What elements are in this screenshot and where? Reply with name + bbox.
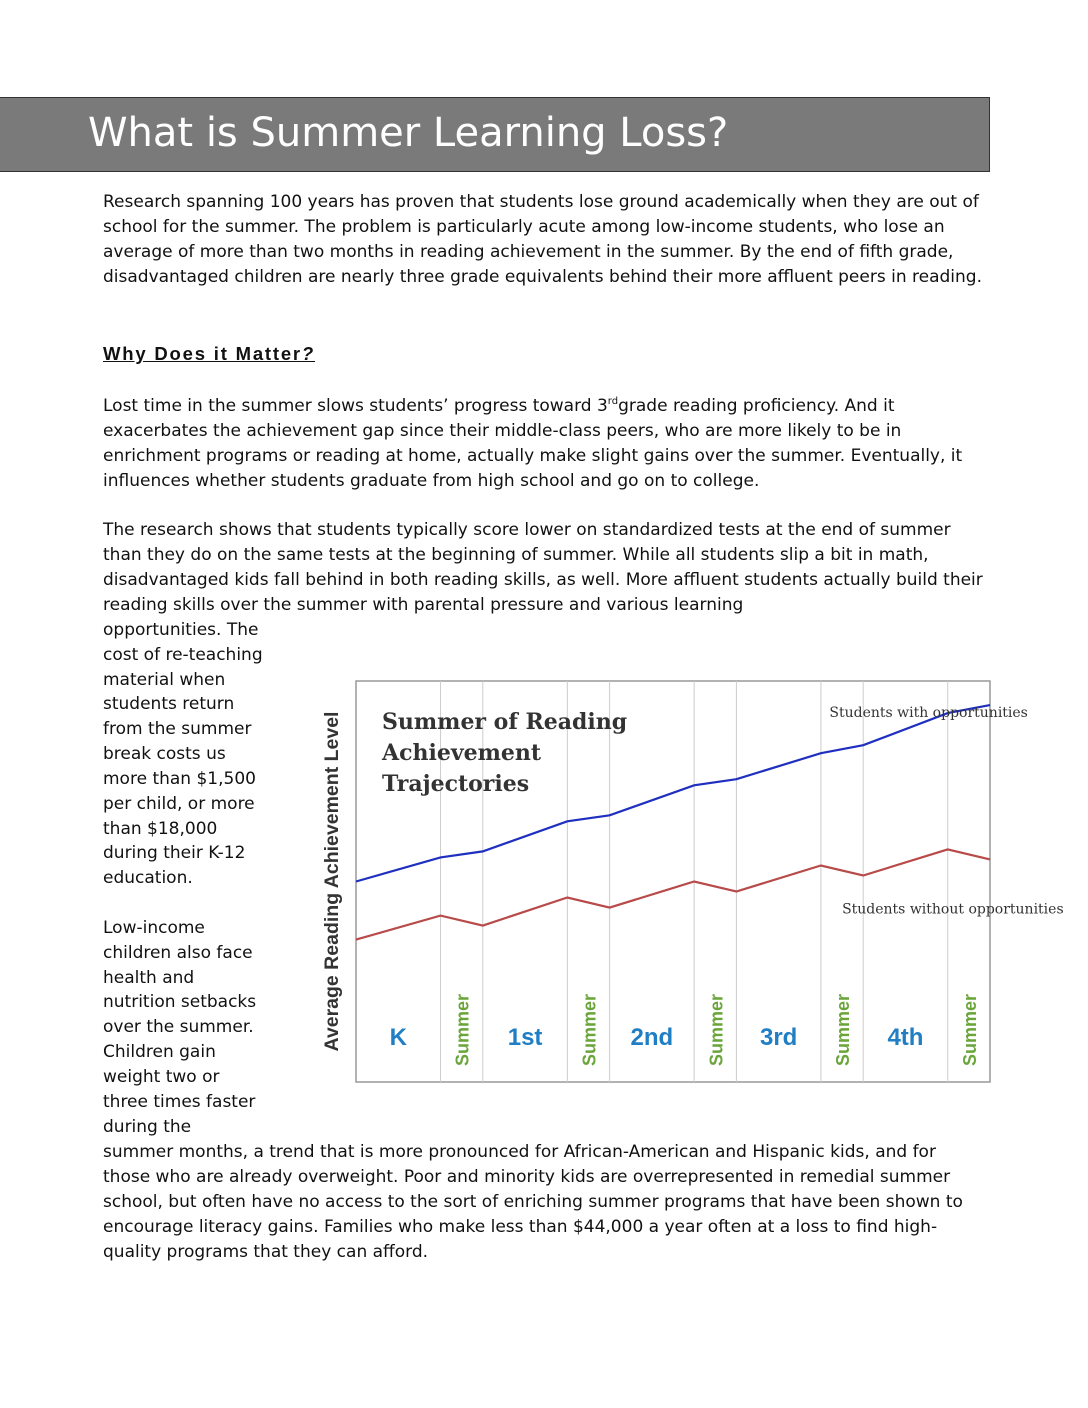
narrow-line: more than $1,500 (103, 769, 256, 789)
narrow-line: from the summer (103, 719, 252, 739)
narrow-line: during the (103, 1117, 192, 1137)
grade-label: K (389, 1024, 407, 1051)
summer-label: Summer (833, 993, 854, 1067)
summer-label: Summer (452, 993, 473, 1067)
chart-title-line: Summer of Reading (382, 709, 628, 735)
narrow-line: education. (103, 868, 193, 888)
summer-label: Summer (706, 993, 727, 1067)
matter-paragraph-2: The research shows that students typically score lower on standardized tests at the end of summer than they do on the same tests at the beginning of summer. While all students slip a bit in math, disadvantaged kids fall behind in both reading skills, as well. More affluent students actually build their reading skills over the summer with parental pressure and various learning (103, 520, 983, 615)
series-label: Students without opportunities (842, 901, 1064, 918)
chart-title-line: Trajectories (382, 771, 530, 797)
page-title: What is Summer Learning Loss? (88, 110, 729, 156)
section-heading (103, 342, 315, 366)
summer-label: Summer (959, 993, 980, 1067)
narrow-line: Low-income (103, 918, 205, 938)
narrow-line: nutrition setbacks (103, 992, 257, 1012)
grade-label: 1st (507, 1024, 543, 1051)
narrow-line: weight two or (103, 1067, 220, 1087)
narrow-line: over the summer. (103, 1017, 254, 1037)
chart-title-line: Achievement (382, 740, 542, 766)
intro-paragraph: Research spanning 100 years has proven that students lose ground academically when they are out of school for the summer. The problem is particularly acute among low-income students, who lose an average of more than two months in reading achievement in the summer. By the end of fifth grade, disadvantaged children are nearly three grade equivalents behind their more affluent peers in reading. (103, 192, 982, 287)
matter-paragraph-1 (103, 394, 988, 494)
narrow-line: health and (103, 968, 195, 988)
narrow-line: students return (103, 694, 235, 714)
narrow-line: cost of re-teaching (103, 645, 263, 665)
matter-paragraph-3: summer months, a trend that is more pronounced for African-American and Hispanic kids, and for those who are already overweight. Poor and minority kids are overrepresented in remedial summer school, but often have no access to the sort of enriching summer programs that have been shown to encourage literacy gains. Families who make less than $44,000 a year often at a loss to find high-quality programs that they can afford. (103, 1142, 963, 1262)
narrow-line: break costs us (103, 744, 226, 764)
narrow-line: Children gain (103, 1042, 216, 1062)
narrow-line: three times faster (103, 1092, 256, 1112)
page-title-band (0, 97, 990, 172)
section-heading-mark: ? (301, 343, 316, 364)
matter-paragraph-1-start: Lost time in the summer slows students’ progress toward 3 (103, 396, 608, 416)
reading-trajectory-chart (316, 676, 1064, 1088)
summer-label: Summer (579, 993, 600, 1067)
matter-paragraph-1-end: grade reading proficiency. And it exacerbates the achievement gap since their middle-class peers, who are more likely to be in enrichment programs or reading at home, actually make slight gains over the summer. Eventually, it influences whether students graduate from high school and go on to college. (103, 396, 963, 491)
y-axis-label: Average Reading Achievement Level (321, 711, 343, 1052)
narrow-line: opportunities. The (103, 620, 259, 640)
grade-label: 3rd (759, 1024, 798, 1051)
narrow-line: per child, or more (103, 794, 255, 814)
series-label: Students with opportunities (829, 705, 1028, 722)
section-heading-text: Why Does it Matter (103, 343, 302, 364)
grade-label: 4th (887, 1024, 924, 1051)
narrow-line: material when (103, 670, 226, 690)
narrow-line: during their K-12 (103, 843, 246, 863)
grade-label: 2nd (630, 1024, 674, 1051)
ordinal-suffix: rd (607, 396, 619, 407)
narrow-line: children also face (103, 943, 253, 963)
narrow-line: than $18,000 (103, 819, 218, 839)
